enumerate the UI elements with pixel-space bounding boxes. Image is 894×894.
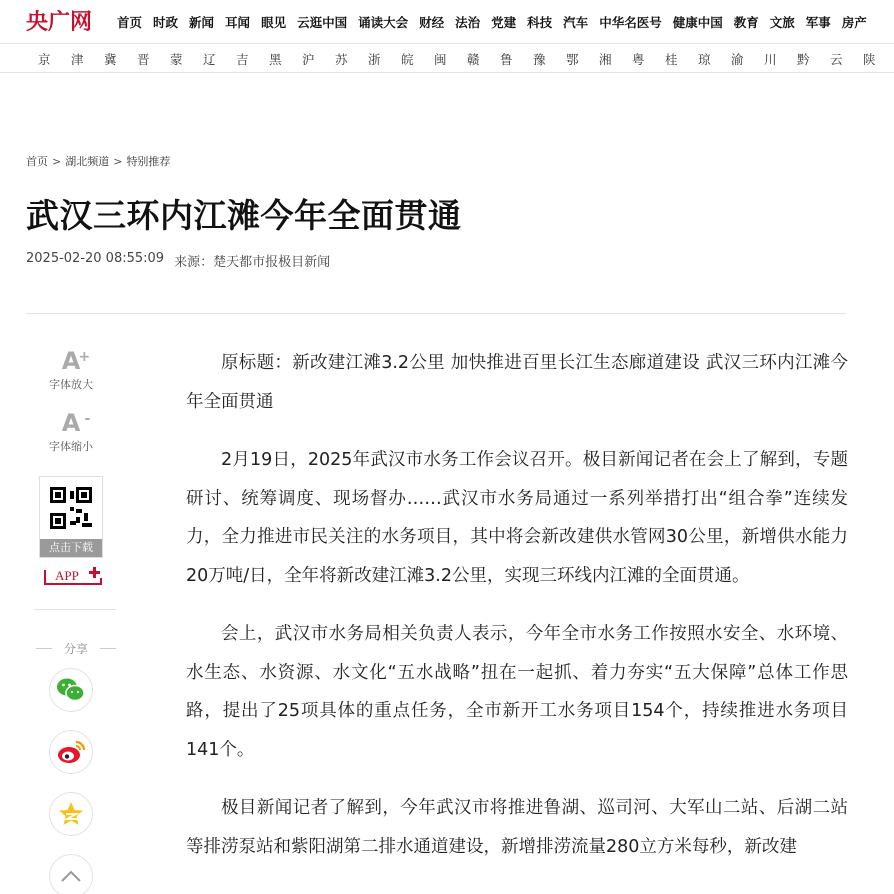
province-item[interactable]: 吉 — [236, 52, 249, 67]
article-paragraph: 2月19日，2025年武汉市水务工作会议召开。极目新闻记者在会上了解到，专题研讨、统筹调度、现场督办……武汉市水务局通过一系列举措打出“组合拳”连续发力，全力推进市民关注的水务项目，其中将会新改建供水管网30公里，新增供水能力20万吨/日，全年将新改建江滩3.2公里，实现三环线内江滩的全面贯通。 — [186, 450, 848, 586]
province-item[interactable]: 浙 — [368, 52, 381, 67]
province-item[interactable]: 辽 — [203, 52, 216, 67]
province-item[interactable]: 冀 — [104, 52, 117, 67]
weibo-icon — [56, 739, 86, 765]
nav-item[interactable]: 汽车 — [563, 15, 589, 30]
article-paragraph: 极目新闻记者了解到，今年武汉市将推进鲁湖、巡司河、大军山二站、后湖二站等排涝泵站和紫阳湖第二排水通道建设，新增排涝流量280立方米每秒，新改建 — [186, 798, 848, 857]
province-nav — [0, 45, 894, 73]
province-item[interactable]: 川 — [764, 52, 777, 67]
nav-item[interactable]: 时政 — [153, 15, 179, 30]
share-weibo-button[interactable] — [49, 730, 93, 774]
nav-item[interactable]: 法治 — [455, 15, 481, 30]
province-item[interactable]: 闽 — [434, 52, 447, 67]
svg-text:APP: APP — [55, 568, 79, 583]
breadcrumb-section[interactable]: 特别推荐 — [126, 155, 171, 168]
app-badge[interactable] — [43, 564, 103, 588]
nav-item[interactable]: 中华名医号 — [599, 15, 662, 30]
breadcrumb-home[interactable]: 首页 — [26, 155, 48, 168]
article-title: 武汉三环内江滩今年全面贯通 — [26, 196, 462, 235]
font-increase-label: 字体放大 — [49, 378, 93, 391]
breadcrumb-separator: > — [113, 154, 123, 168]
share-label: 分享 — [36, 640, 116, 657]
province-item[interactable]: 渝 — [731, 52, 744, 67]
nav-item[interactable]: 科技 — [527, 15, 553, 30]
nav-item[interactable]: 健康中国 — [672, 15, 723, 30]
article-source: 来源：楚天都市报极目新闻 — [174, 255, 331, 270]
chevron-up-icon — [60, 869, 82, 883]
app-download-qr[interactable] — [39, 476, 103, 558]
nav-item[interactable]: 眼见 — [261, 15, 287, 30]
download-label: 点击下载 — [40, 539, 102, 557]
font-increase-button[interactable] — [26, 348, 116, 392]
article-paragraph: 原标题：新改建江滩3.2公里 加快推进百里长江生态廊道建设 武汉三环内江滩今年全面贯通 — [186, 353, 848, 412]
province-item[interactable]: 云 — [830, 52, 843, 67]
nav-item[interactable]: 耳闻 — [225, 15, 251, 30]
province-item[interactable]: 黑 — [269, 52, 282, 67]
back-to-top-button[interactable] — [49, 854, 93, 894]
site-logo[interactable] — [26, 7, 106, 35]
province-item[interactable]: 晋 — [137, 52, 150, 67]
article-paragraph: 会上，武汉市水务局相关负责人表示，今年全市水务工作按照水安全、水环境、水生态、水资源、水文化“五水战略”扭在一起抓、着力夯实“五大保障”总体工作思路，提出了25项具体的重点任务，全市新开工水务项目154个，持续推进水务项目141个。 — [186, 624, 848, 760]
nav-item[interactable]: 诵读大会 — [358, 15, 409, 30]
article-meta — [26, 251, 330, 270]
province-item[interactable]: 黔 — [797, 52, 810, 67]
wechat-icon — [56, 677, 86, 703]
province-item[interactable]: 桂 — [665, 52, 678, 67]
province-item[interactable]: 沪 — [302, 52, 315, 67]
font-increase-icon: A + — [61, 347, 91, 375]
nav-item[interactable]: 房产 — [841, 15, 867, 30]
qr-code-icon — [50, 487, 92, 529]
font-decrease-icon: A - — [61, 409, 91, 437]
province-item[interactable]: 陕 — [863, 52, 876, 67]
nav-item[interactable]: 党建 — [491, 15, 517, 30]
article-body — [186, 344, 848, 886]
logo-icon — [26, 8, 106, 34]
nav-item[interactable]: 首页 — [117, 15, 143, 30]
nav-item[interactable]: 财经 — [419, 15, 445, 30]
article-datetime: 2025-02-20 08:55:09 — [26, 251, 165, 266]
province-item[interactable]: 鲁 — [500, 52, 513, 67]
tools-divider — [34, 609, 116, 610]
province-item[interactable]: 赣 — [467, 52, 480, 67]
font-decrease-button[interactable] — [26, 410, 116, 454]
qzone-icon — [57, 800, 85, 828]
share-wechat-button[interactable] — [49, 668, 93, 712]
nav-item[interactable]: 教育 — [733, 15, 759, 30]
nav-item[interactable]: 云逛中国 — [297, 15, 348, 30]
province-item[interactable]: 鄂 — [566, 52, 579, 67]
share-qzone-button[interactable] — [49, 792, 93, 836]
province-item[interactable]: 津 — [71, 52, 84, 67]
breadcrumb-channel[interactable]: 湖北频道 — [65, 155, 110, 168]
nav-item[interactable]: 新闻 — [189, 15, 215, 30]
breadcrumb-separator: > — [52, 154, 62, 168]
header-divider — [26, 313, 846, 314]
font-decrease-label: 字体缩小 — [49, 440, 93, 453]
province-item[interactable]: 皖 — [401, 52, 414, 67]
province-item[interactable]: 蒙 — [170, 52, 183, 67]
nav-item[interactable]: 文旅 — [769, 15, 795, 30]
nav-item[interactable]: 军事 — [805, 15, 831, 30]
breadcrumb — [26, 153, 170, 169]
province-item[interactable]: 苏 — [335, 52, 348, 67]
province-item[interactable]: 琼 — [698, 52, 711, 67]
province-item[interactable]: 豫 — [533, 52, 546, 67]
province-item[interactable]: 粤 — [632, 52, 645, 67]
province-item[interactable]: 湘 — [599, 52, 612, 67]
top-nav — [0, 0, 894, 44]
main-nav — [117, 0, 878, 44]
province-item[interactable]: 京 — [38, 52, 51, 67]
svg-text:央广网: 央广网 — [26, 10, 93, 34]
